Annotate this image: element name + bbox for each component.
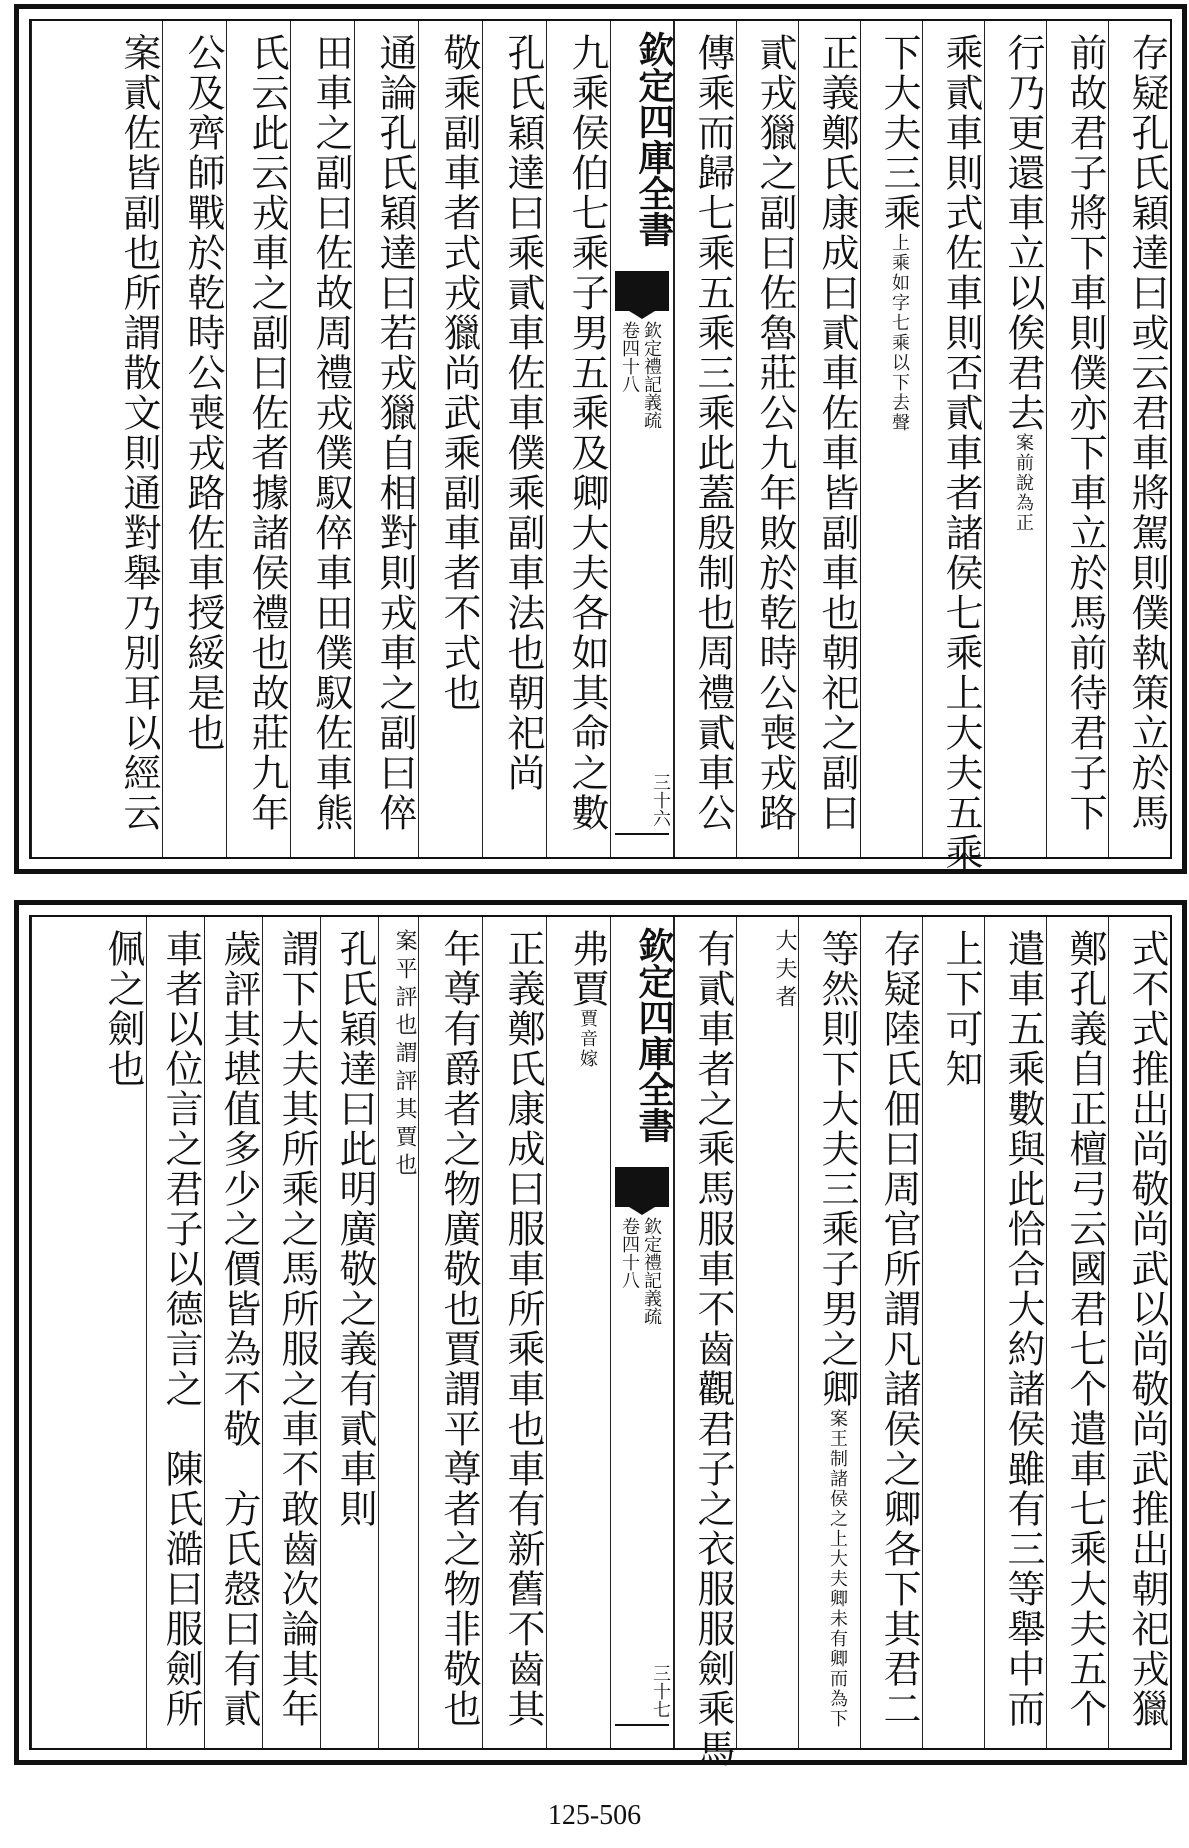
top-col-5: [860, 21, 922, 857]
bottom-page-frame: [29, 915, 1172, 1769]
fish-tail-ornament: [615, 1167, 669, 1207]
top-col-16: [31, 21, 162, 857]
column-text: 氏云此云戎車之副曰佐者據諸侯禮也故莊九年: [245, 33, 289, 833]
column-text: 孔氏穎達曰此明廣敬之義有貳車則: [333, 929, 377, 1529]
column-text: 田車之副曰佐故周禮戎僕馭倅車田僕馭佐車熊: [309, 33, 353, 833]
bottom-col-12: [378, 917, 418, 1748]
page-number: 125-506: [547, 1800, 642, 1831]
column-text: 式不式推出尚敬尚武以尚敬尚武推出朝祀戎獵: [1125, 929, 1169, 1729]
top-col-14: [226, 21, 290, 857]
column-text: 敬乘副車者式戎獵尚武乘副車者不式也: [437, 33, 481, 713]
book-title: 欽定四庫全書: [633, 927, 675, 1143]
banner-subtitle: 欽定禮記義疏: [641, 321, 662, 429]
bottom-col-17: [31, 917, 146, 1748]
top-col-3: [984, 21, 1046, 857]
bottom-col-2: [1046, 917, 1108, 1748]
bottom-col-10: [482, 917, 546, 1748]
folio-number: 三十七: [650, 1664, 671, 1718]
main-text: 等然則下大夫三乘子男之卿: [815, 929, 859, 1409]
bottom-col-4: [922, 917, 984, 1748]
column-text: 孔氏穎達曰乘貳車佐車僕乘副車法也朝祀尚: [501, 33, 545, 793]
column-text: 鄭孔義自正檀弓云國君七个遣車七乘大夫五个: [1063, 929, 1107, 1729]
bottom-col-7: [736, 917, 798, 1748]
top-col-13: [290, 21, 354, 857]
top-center-banner: [610, 21, 674, 857]
bottom-col-1: [1108, 917, 1170, 1748]
bottom-col-16: [146, 917, 204, 1748]
bottom-col-5: [860, 917, 922, 1748]
column-text: 佩之劍也: [101, 929, 145, 1089]
top-col-9: [546, 21, 610, 857]
column-text: 謂下大夫其所乘之馬所服之車不敢齒次論其年: [275, 929, 319, 1729]
column-text: 遣車五乘數與此恰合大約諸侯雖有三等舉中而: [1001, 929, 1045, 1729]
top-col-8: [674, 21, 736, 857]
banner-subtitle: 欽定禮記義疏: [641, 1217, 662, 1325]
top-col-10: [482, 21, 546, 857]
column-text: 大夫者: [772, 929, 797, 1013]
column-text: 正義鄭氏康成曰服車所乘車也車有新舊不齒其: [501, 929, 545, 1729]
top-page-frame: [29, 19, 1172, 873]
bottom-col-3: [984, 917, 1046, 1748]
column-text: 貳戎獵之副曰佐魯莊公九年敗於乾時公喪戎路: [753, 33, 797, 833]
column-text: [985, 33, 1046, 533]
top-col-15: [162, 21, 226, 857]
column-text: 案平評也謂評其賈也: [392, 929, 417, 1181]
top-col-6: [798, 21, 860, 857]
column-text: [147, 929, 204, 1729]
column-text: 前故君子將下車則僕亦下車立於馬前待君子下: [1063, 33, 1107, 833]
top-col-12: [354, 21, 418, 857]
column-text: [205, 929, 262, 1729]
main-text: 下大夫三乘: [877, 33, 921, 233]
banner-volume: 卷四十八: [619, 321, 640, 393]
annotation: 上乘如字七乘以下去聲: [889, 233, 910, 433]
annotation: 案前說為正: [1013, 433, 1034, 533]
top-col-7: [736, 21, 798, 857]
main-text: 車者以位言之君子以德言之: [159, 929, 203, 1409]
lower-ornament: [615, 833, 669, 857]
column-text: 正義鄭氏康成曰貳車佐車皆副車也朝祀之副曰: [815, 33, 859, 833]
column-text: 案貳佐皆副也所謂散文則通對舉乃別耳以經云: [117, 33, 161, 833]
bottom-col-9: [546, 917, 610, 1748]
column-text: 存疑陸氏佃曰周官所謂凡諸侯之卿各下其君二: [877, 929, 921, 1729]
column-text: 有貳車者之乘馬服車不齒觀君子之衣服服劍乘馬: [691, 929, 735, 1769]
column-text: 傳乘而歸七乘五乘三乘此蓋殷制也周禮貳車公: [691, 33, 735, 833]
top-col-11: [418, 21, 482, 857]
main-text: 弗賈: [565, 929, 609, 1009]
top-col-1: [1108, 21, 1170, 857]
column-text: [861, 33, 922, 433]
top-col-4: [922, 21, 984, 873]
banner-volume: 卷四十八: [619, 1217, 640, 1289]
book-title: 欽定四庫全書: [633, 31, 675, 247]
bottom-col-8: [674, 917, 736, 1769]
main-text: 陳氏澔曰服劍所: [159, 1449, 203, 1729]
annotation: 案王制諸侯之上大夫卿未有卿而為下: [827, 1409, 848, 1729]
bottom-col-15: [204, 917, 262, 1748]
main-text: 行乃更還車立以俟君去: [1001, 33, 1045, 433]
column-text: 乘貳車則式佐車則否貳車者諸侯七乘上大夫五乘: [939, 33, 983, 873]
column-text: 上下可知: [939, 929, 983, 1089]
lower-ornament: [615, 1724, 669, 1748]
column-text: 年尊有爵者之物廣敬也賈謂平尊者之物非敬也: [437, 929, 481, 1729]
fish-tail-ornament: [615, 271, 669, 311]
column-text: 存疑孔氏穎達曰或云君車將駕則僕執策立於馬: [1125, 33, 1169, 833]
column-text: [799, 929, 860, 1729]
top-col-2: [1046, 21, 1108, 857]
top-page: [14, 4, 1187, 874]
main-text: 歲評其堪值多少之價皆為不敬: [217, 929, 261, 1449]
column-text: 九乘侯伯七乘子男五乘及卿大夫各如其命之數: [565, 33, 609, 833]
folio-number: 三十六: [650, 773, 671, 827]
annotation: 賈音嫁: [577, 1009, 598, 1069]
bottom-col-14: [262, 917, 320, 1748]
column-text: 通論孔氏穎達曰若戎獵自相對則戎車之副曰倅: [373, 33, 417, 833]
column-text: [547, 929, 610, 1069]
bottom-col-6: [798, 917, 860, 1748]
bottom-page: [14, 900, 1187, 1769]
bottom-center-banner: [610, 917, 674, 1748]
bottom-col-11: [418, 917, 482, 1748]
column-text: 公及齊師戰於乾時公喪戎路佐車授綏是也: [181, 33, 225, 753]
bottom-col-13: [320, 917, 378, 1748]
main-text: 方氏慤曰有貳: [217, 1489, 261, 1729]
